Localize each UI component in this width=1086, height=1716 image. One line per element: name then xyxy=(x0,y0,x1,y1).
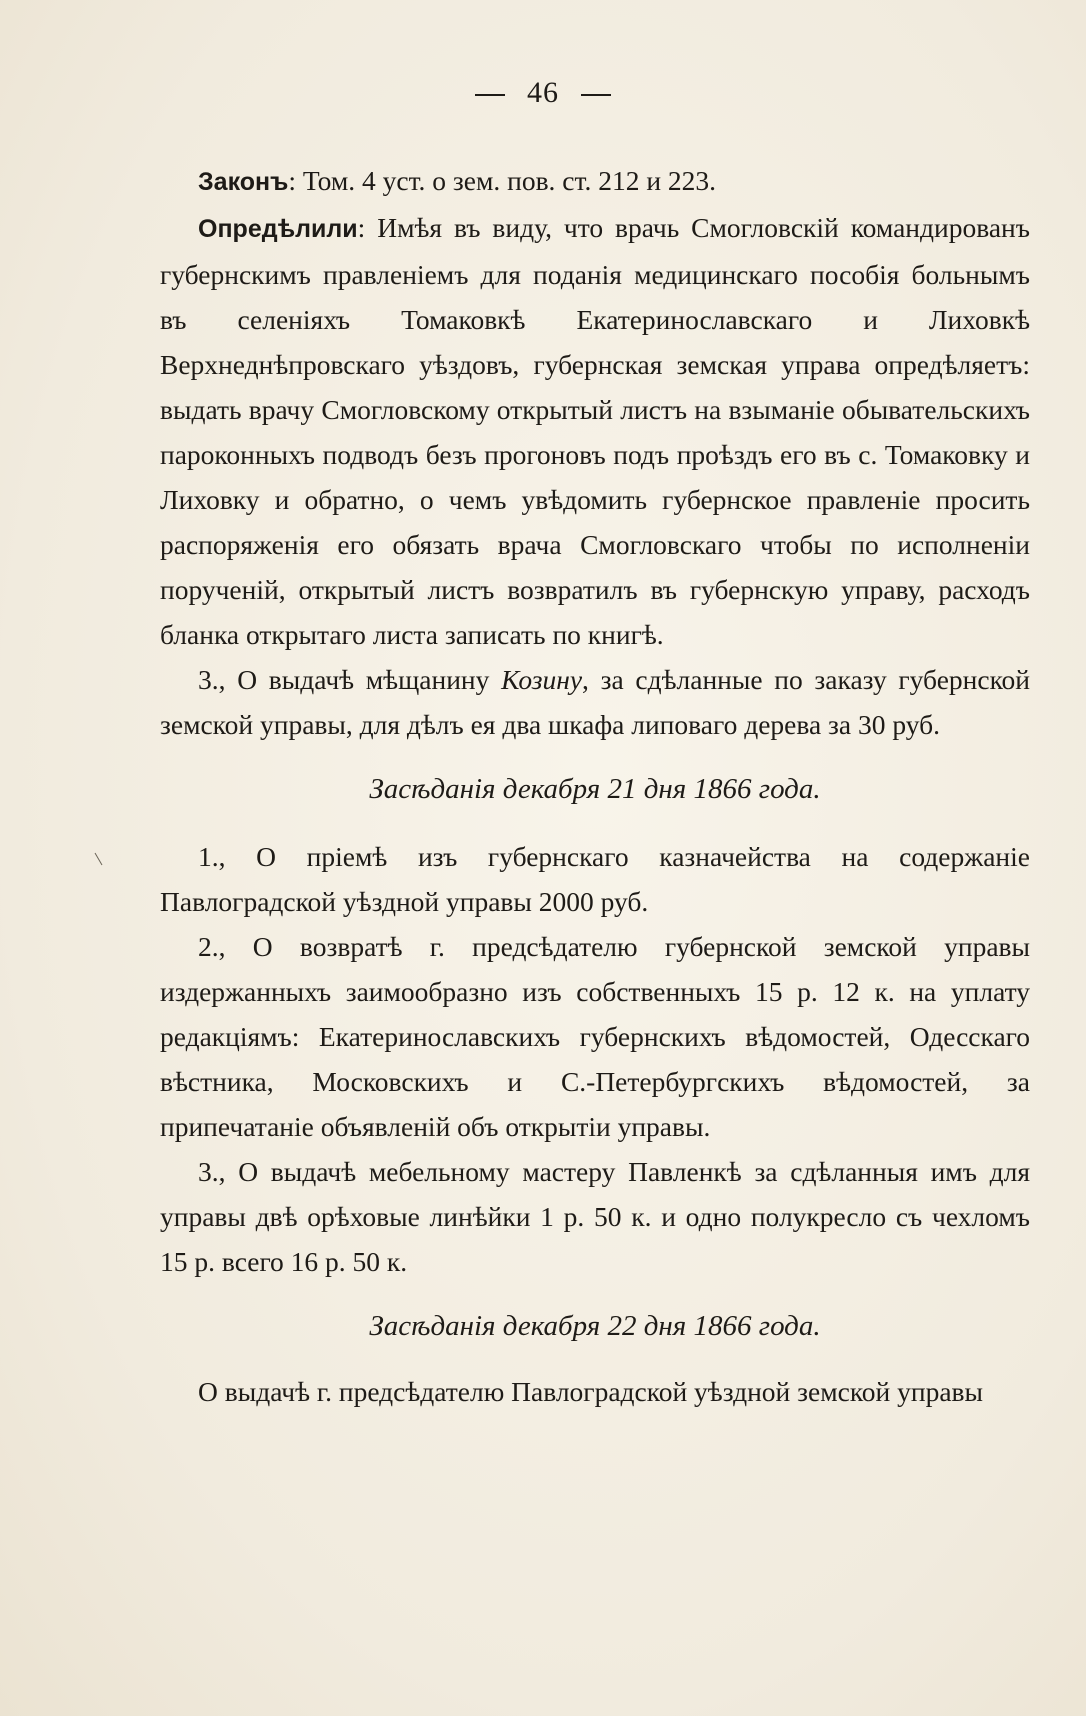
decided-label: Опредѣлили xyxy=(198,215,358,243)
session1-item-3: 3., О выдачѣ мебельному мастеру Павленкѣ за сдѣланныя имъ для управы двѣ орѣховые линѣйки 1 р. 50 к. и одно полукресло съ чехломъ 15 р. всего 16 р. 50 к. xyxy=(160,1156,1030,1277)
law-text: : Том. 4 уст. о зем. пов. ст. 212 и 223. xyxy=(288,165,717,196)
left-dash xyxy=(475,94,505,96)
page-number xyxy=(0,76,1086,110)
session1-item-2: 2., О возвратѣ г. предсѣдателю губернской земской управы издержанныхъ заимообразно изъ собственныхъ 15 р. 12 к. на уплату редакціямъ: Екатеринославскихъ губернскихъ вѣдомостей, Одесскаго вѣстника, Московскихъ и С.-Петербургскихъ вѣдомостей, за припечатаніе объявленій объ открытіи управы. xyxy=(160,931,1030,1142)
law-label: Законъ xyxy=(198,168,289,196)
item-3-after: , за сдѣланные по заказу губернской земской управы, для дѣлъ ея два шкафа липоваго дерева за 30 руб. xyxy=(160,664,1030,740)
item-3-name: Козину xyxy=(501,664,583,695)
page-number-value: 46 xyxy=(527,76,559,109)
margin-mark xyxy=(95,853,103,866)
session-heading-dec-22: Засѣданія декабря 22 дня 1866 года. xyxy=(369,1310,821,1342)
session1-item-1: 1., О пріемѣ изъ губернскаго казначейства на содержаніе Павлоградской уѣздной управы 2000 руб. xyxy=(160,841,1030,917)
right-dash xyxy=(581,94,611,96)
decision-paragraph xyxy=(160,205,1030,657)
law-paragraph xyxy=(160,158,1030,205)
item-3-kozin xyxy=(160,657,1030,747)
session2-item-1: О выдачѣ г. предсѣдателю Павлоградской уѣздной земской управы xyxy=(198,1376,984,1407)
item-3-before: 3., О выдачѣ мѣщанину xyxy=(198,664,502,695)
session-heading-dec-21: Засѣданія декабря 21 дня 1866 года. xyxy=(369,773,821,805)
document-body xyxy=(160,158,1030,1414)
decision-text: : Имѣя въ виду, что врачь Смогловскій командированъ губернскимъ правленіемъ для поданія медицинскаго пособія больнымъ въ селеніяхъ Томаковкѣ Екатеринославскаго и Лиховкѣ Верхнеднѣпровскаго уѣздовъ, губернская земская управа опредѣляетъ: выдать врачу Смогловскому открытый листъ на взыманіе обывательскихъ пароконныхъ подводъ безъ прогоновъ подъ проѣздъ его въ с. Томаковку и Лиховку и обратно, о чемъ увѣдомить губернское правленіе просить распоряженія его обязать врача Смогловскаго чтобы по исполненіи порученій, открытый листъ возвратилъ въ губернскую управу, расходъ бланка открытаго листа записать по книгѣ. xyxy=(160,212,1030,650)
